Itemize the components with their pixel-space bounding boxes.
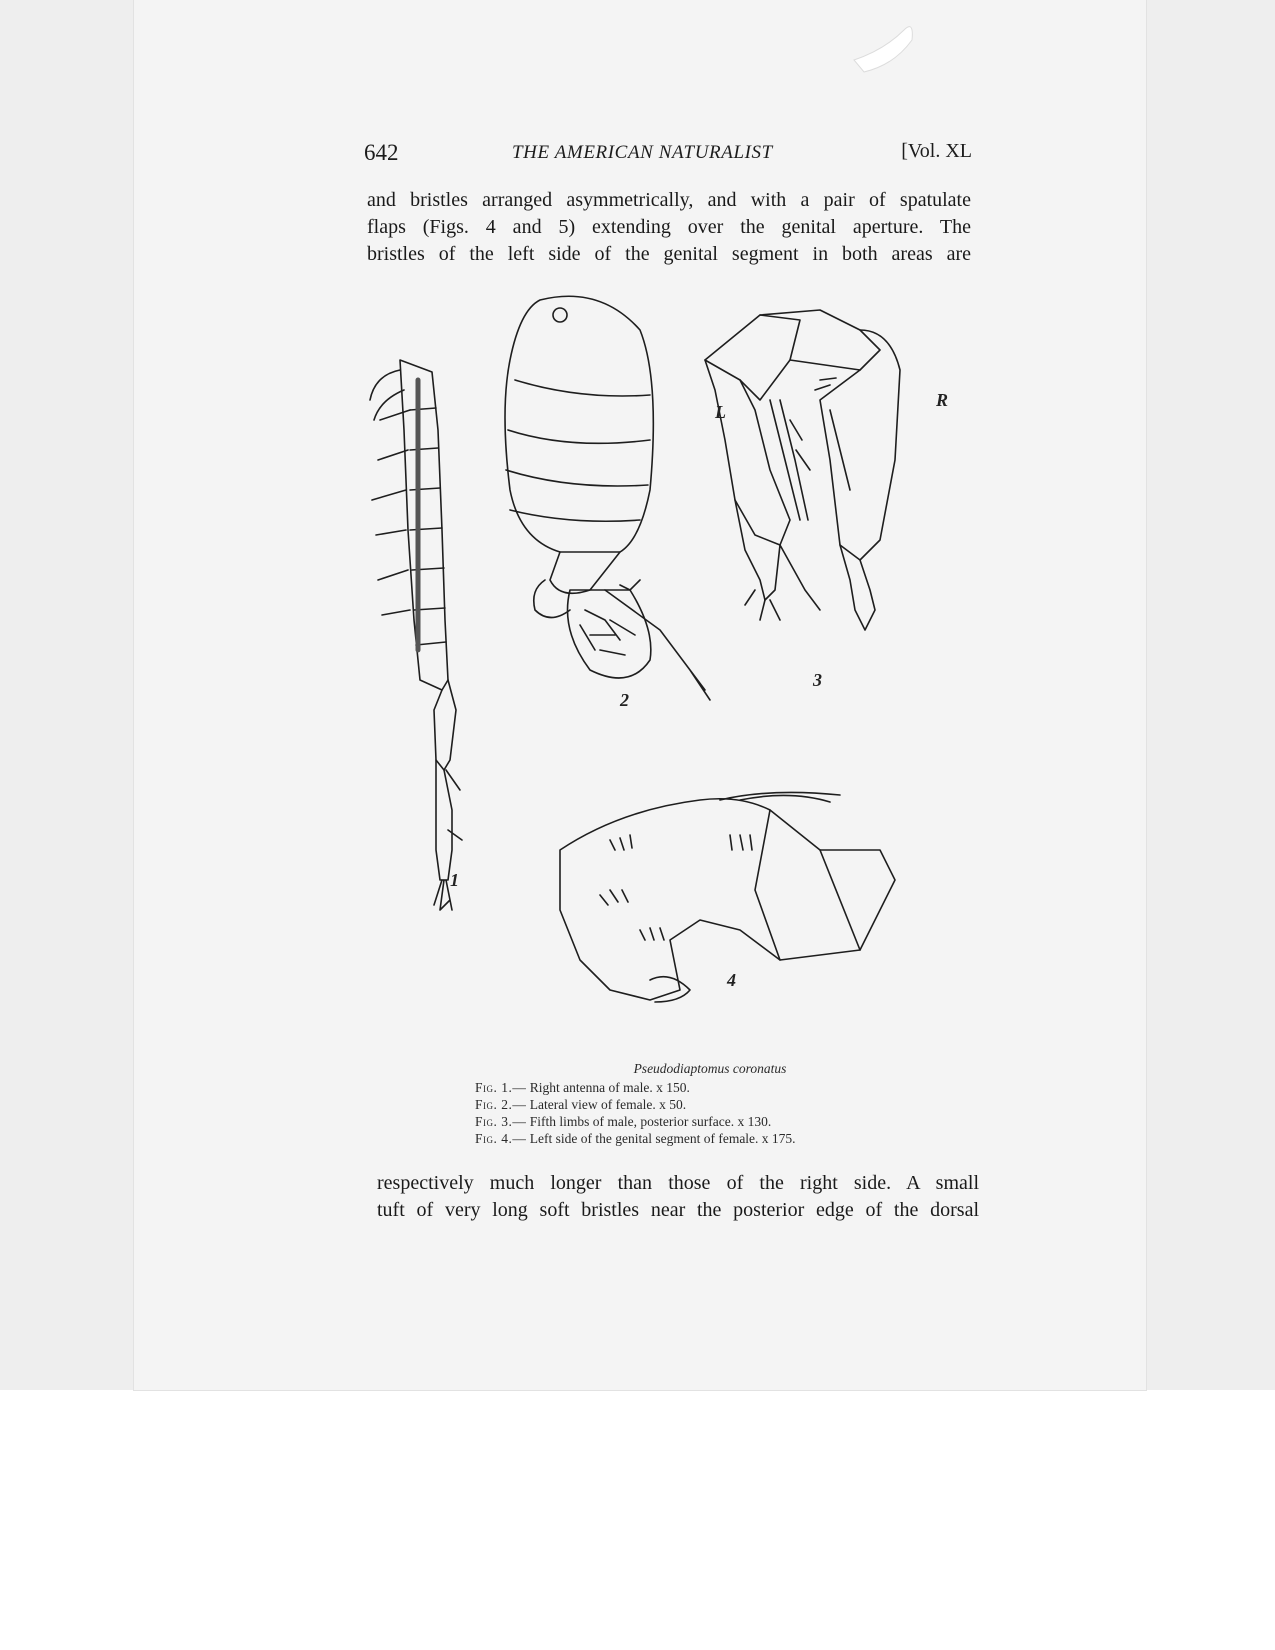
body-text-top <box>367 187 971 268</box>
volume-label: [Vol. XL <box>901 140 972 162</box>
caption-fig-label: Fig. 4.— <box>475 1131 527 1146</box>
caption-line <box>475 1130 915 1147</box>
figure-2-label: 2 <box>620 690 629 710</box>
figure-3-limbs-drawing <box>705 310 900 630</box>
figure-caption <box>475 1060 915 1147</box>
caption-line <box>475 1096 915 1113</box>
running-header <box>364 140 972 174</box>
caption-text: Right antenna of male. x 150. <box>529 1080 690 1095</box>
text-line: tuft of very long soft bristles near the posterior edge of the dorsal <box>377 1199 979 1221</box>
figure-1-antenna-drawing <box>370 360 462 910</box>
text-line: respectively much longer than those of the right side. A small <box>377 1172 979 1194</box>
figure-left-mark: L <box>715 402 726 422</box>
figure-right-mark: R <box>936 390 949 410</box>
figure-3-label: 3 <box>813 670 822 690</box>
caption-fig-label: Fig. 2.— <box>475 1097 527 1112</box>
figure-2-female-drawing <box>505 296 710 700</box>
body-text-bottom <box>377 1170 979 1224</box>
caption-fig-label: Fig. 3.— <box>475 1114 527 1129</box>
caption-text: Fifth limbs of male, posterior surface. x 130. <box>529 1114 772 1129</box>
text-line: flaps (Figs. 4 and 5) extending over the genital aperture. The <box>367 216 971 238</box>
journal-title: THE AMERICAN NATURALIST <box>512 142 773 163</box>
caption-line <box>475 1113 915 1130</box>
text-line: and bristles arranged asymmetrically, and with a pair of spatulate <box>367 189 971 211</box>
caption-fig-label: Fig. 1.— <box>475 1080 527 1095</box>
figure-1-label: 1 <box>450 870 459 890</box>
figure-plate <box>360 290 980 1060</box>
text-line: bristles of the left side of the genital segment in both areas are <box>367 243 971 265</box>
caption-text: Lateral view of female. x 50. <box>529 1097 687 1112</box>
torn-corner-mark <box>834 10 954 80</box>
caption-line <box>475 1079 915 1096</box>
page-number: 642 <box>364 140 399 165</box>
caption-species: Pseudodiaptomus coronatus <box>633 1061 787 1076</box>
caption-text: Left side of the genital segment of female. x 175. <box>529 1131 796 1146</box>
figure-4-label: 4 <box>727 970 736 990</box>
